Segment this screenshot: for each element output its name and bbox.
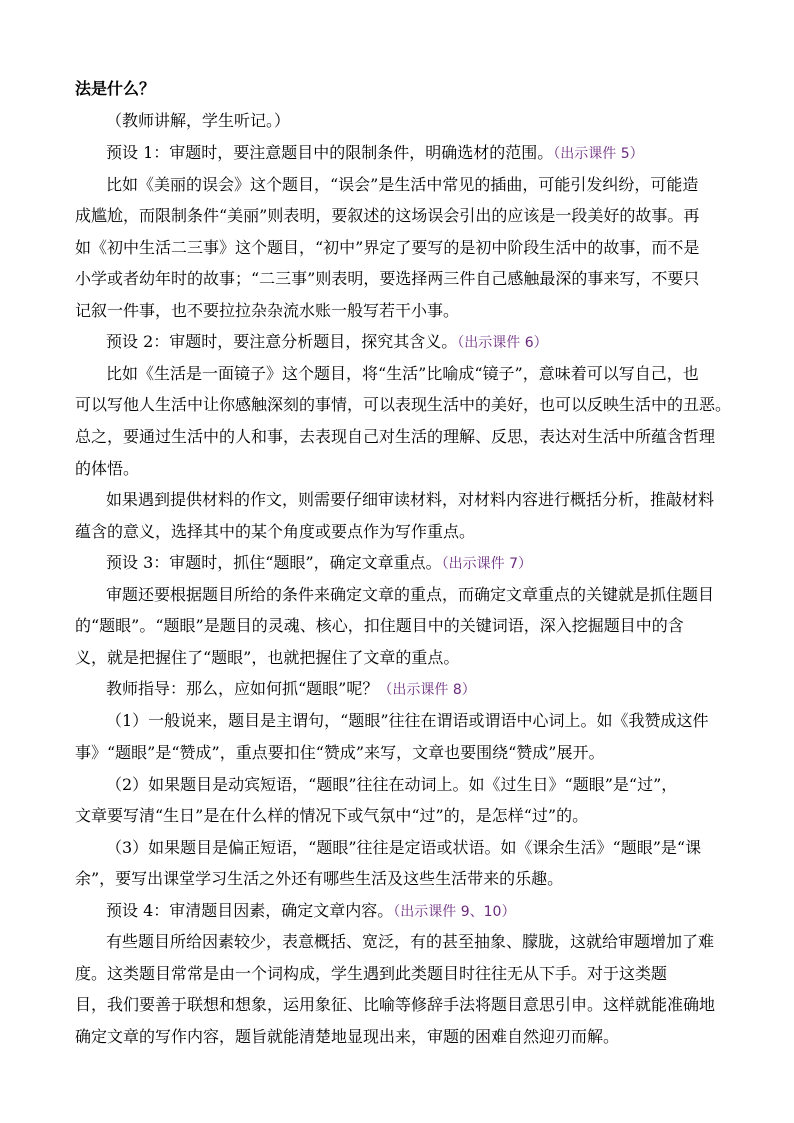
line-text: 小学或者幼年时的故事；“二三事”则表明，要选择两三件自己感触最深的事来写，不要只: [75, 269, 700, 288]
line-text: （2）如果题目是动宾短语，“题眼”往往在动词上。如《过生日》“题眼”是“过”，: [106, 775, 678, 794]
line-text: 预设 2：审题时，要注意分析题目，探究其含义。: [106, 332, 458, 351]
text-line: [75, 989, 720, 1021]
line-text: （1）一般说来，题目是主谓句，“题眼”往往在谓语或谓语中心词上。如《我赞成这件: [106, 711, 709, 730]
text-line: [106, 137, 751, 171]
text-line: [75, 295, 720, 327]
line-text: 成尴尬，而限制条件“美丽”则表明，要叙述的这场误会引出的应该是一段美好的故事。再: [75, 206, 700, 225]
courseware-cue: （出示课件 7）: [441, 556, 532, 572]
line-text: 总之，要通过生活中的人和事，去表现自己对生活的理解、反思，表达对生活中所蕴含哲理: [75, 427, 716, 446]
text-line: [106, 358, 751, 390]
line-text: 余”，要写出课堂学习生活之外还有哪些生活及这些生活带来的乐趣。: [75, 869, 564, 888]
line-text: 比如《美丽的误会》这个题目，“误会”是生活中常见的插曲，可能引发纠纷，可能造: [106, 175, 699, 194]
text-line: [75, 73, 720, 105]
text-line: [75, 610, 720, 642]
text-line: [106, 832, 751, 864]
text-line: [106, 926, 751, 958]
text-line: [75, 642, 720, 674]
text-line: [106, 547, 751, 581]
text-line: [106, 673, 751, 707]
line-text: 法是什么？: [75, 79, 156, 98]
text-line: [106, 895, 751, 929]
line-text: 蕴含的意义，选择其中的某个角度或要点作为写作重点。: [75, 522, 476, 541]
text-line: [75, 200, 720, 232]
courseware-cue: （出示课件 9、10）: [393, 904, 516, 920]
line-text: 事》“题眼”是“赞成”，重点要扣住“赞成”来写，文章也要围绕“赞成”展开。: [75, 743, 605, 762]
text-line: [75, 453, 720, 485]
line-text: 记叙一件事，也不要拉拉杂杂流水账一般写若干小事。: [75, 301, 460, 320]
line-text: 可以写他人生活中让你感触深刻的事情，可以表现生活中的美好，也可以反映生活中的丑恶。: [75, 395, 732, 414]
text-line: [75, 1021, 720, 1053]
text-line: [75, 800, 720, 832]
text-line: [75, 737, 720, 769]
text-line: [75, 863, 720, 895]
line-text: 如果遇到提供材料的作文，则需要仔细审读材料，对材料内容进行概括分析，推敲材料: [106, 490, 715, 509]
line-text: 预设 4：审清题目因素，确定文章内容。: [106, 901, 394, 920]
line-text: （教师讲解，学生听记。）: [106, 111, 291, 130]
line-text: 教师指导：那么，应如何抓“题眼”呢？: [106, 679, 379, 698]
line-text: 度。这类题目常常是由一个词构成，学生遇到此类题目时往往无从下手。对于这类题: [75, 964, 668, 983]
line-text: 的体悟。: [75, 459, 140, 478]
line-text: 文章要写清“生日”是在什么样的情况下或气氛中“过”的，是怎样“过”的。: [75, 806, 589, 825]
line-text: （3）如果题目是偏正短语，“题眼”往往是定语或状语。如《课余生活》“题眼”是“课: [106, 838, 702, 857]
text-line: [106, 705, 751, 737]
text-line: [75, 421, 720, 453]
line-text: 预设 1：审题时，要注意题目中的限制条件，明确选材的范围。: [106, 143, 554, 162]
line-text: 确定文章的写作内容，题旨就能清楚地显现出来，审题的困难自然迎刃而解。: [75, 1027, 620, 1046]
text-line: [106, 484, 751, 516]
line-text: 比如《生活是一面镜子》这个题目，将“生活”比喻成“镜子”，意味着可以写自己，也: [106, 364, 699, 383]
text-line: [75, 516, 720, 548]
text-line: [75, 232, 720, 264]
text-line: [75, 389, 732, 421]
courseware-cue: （出示课件 8）: [378, 682, 476, 698]
text-line: [106, 105, 751, 137]
courseware-cue: （出示课件 6）: [457, 335, 548, 351]
text-line: [75, 958, 720, 990]
text-line: [75, 263, 720, 295]
courseware-cue: （出示课件 5）: [553, 146, 644, 162]
line-text: 审题还要根据题目所给的条件来确定文章的重点，而确定文章重点的关键就是抓住题目: [106, 585, 715, 604]
text-line: [106, 169, 751, 201]
text-line: [106, 326, 751, 360]
line-text: 的“题眼”。“题眼”是题目的灵魂、核心，扣住题目中的关键词语，深入挖掘题目中的含: [75, 616, 684, 635]
line-text: 义，就是把握住了“题眼”，也就把握住了文章的重点。: [75, 648, 460, 667]
line-text: 有些题目所给因素较少，表意概括、宽泛，有的甚至抽象、朦胧，这就给审题增加了难: [106, 932, 715, 951]
line-text: 目，我们要善于联想和想象，运用象征、比喻等修辞手法将题目意思引申。这样就能准确地: [75, 995, 716, 1014]
line-text: 预设 3：审题时，抓住“题眼”，确定文章重点。: [106, 553, 442, 572]
text-line: [106, 579, 751, 611]
line-text: 如《初中生活二三事》这个题目，“初中”界定了要写的是初中阶段生活中的故事，而不是: [75, 238, 700, 257]
text-line: [106, 769, 751, 801]
